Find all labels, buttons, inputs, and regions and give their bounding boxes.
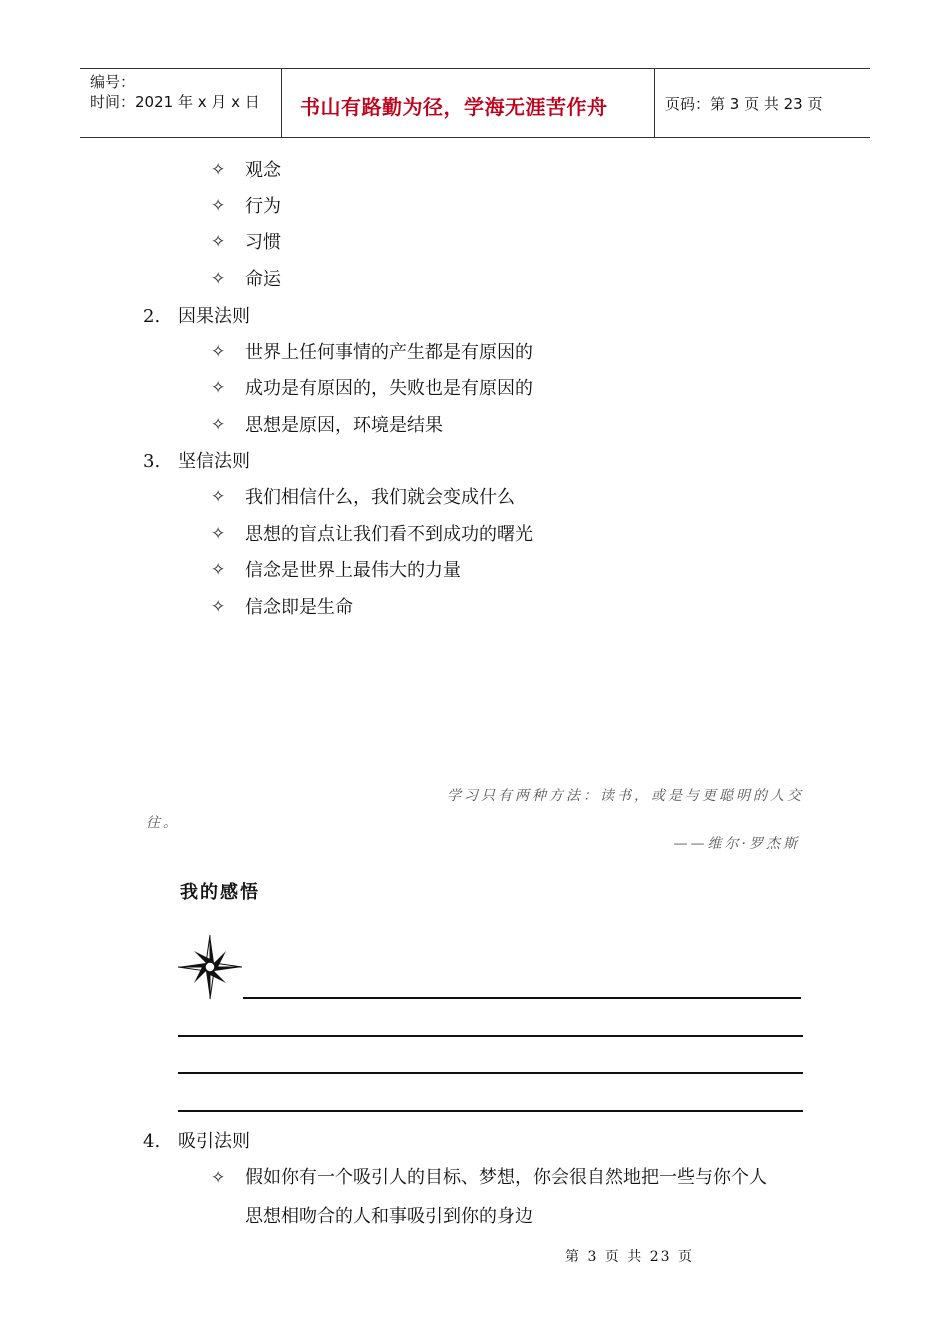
bullet-icon: ✧ (211, 160, 226, 180)
list-item: 思想是原因，环境是结果 (245, 415, 443, 436)
list-item: 命运 (245, 269, 281, 290)
bullet-icon: ✧ (211, 560, 226, 580)
quote-line-2: 往。 (146, 815, 180, 831)
bullet-icon: ✧ (211, 342, 226, 362)
writing-line (178, 1072, 803, 1074)
writing-line (178, 1035, 803, 1037)
doc-date-label: 时间：2021 年 x 月 x 日 (90, 93, 260, 111)
section-title: 坚信法则 (178, 451, 250, 472)
compass-star-icon (176, 933, 244, 1001)
page-footer: 第 3 页 共 23 页 (565, 1249, 694, 1265)
list-item: 思想的盲点让我们看不到成功的曙光 (245, 524, 533, 545)
list-item: 世界上任何事情的产生都是有原因的 (245, 342, 533, 363)
writing-line (178, 1110, 803, 1112)
quote-author: ——维尔·罗杰斯 (673, 836, 800, 852)
header-right-cell (655, 69, 870, 137)
quote-line-1: 学习只有两种方法：读书，或是与更聪明的人交 (447, 788, 804, 804)
section-number: 4. (143, 1131, 161, 1152)
header-motto-cell (281, 69, 655, 137)
bullet-icon: ✧ (211, 415, 226, 435)
page-header (80, 68, 870, 138)
bullet-icon: ✧ (211, 597, 226, 617)
list-item: 我们相信什么，我们就会变成什么 (245, 487, 515, 508)
section-title: 吸引法则 (178, 1131, 250, 1152)
doc-number-label: 编号： (90, 73, 136, 91)
list-item: 成功是有原因的，失败也是有原因的 (245, 378, 533, 399)
reflection-title: 我的感悟 (180, 882, 260, 903)
writing-line (243, 997, 801, 999)
list-item: 行为 (245, 196, 281, 217)
bullet-icon: ✧ (211, 524, 226, 544)
section-title: 因果法则 (178, 306, 250, 327)
section-number: 3. (143, 451, 161, 472)
bullet-icon: ✧ (211, 1168, 226, 1188)
header-motto: 书山有路勤为径，学海无涯苦作舟 (300, 95, 608, 119)
bullet-icon: ✧ (211, 196, 226, 216)
bullet-icon: ✧ (211, 378, 226, 398)
section-number: 2. (143, 306, 161, 327)
header-page-label: 页码：第 3 页 共 23 页 (665, 95, 823, 113)
list-item-line-2: 思想相吻合的人和事吸引到你的身边 (245, 1206, 533, 1227)
list-item: 信念即是生命 (245, 597, 353, 618)
bullet-icon: ✧ (211, 487, 226, 507)
list-item: 信念是世界上最伟大的力量 (245, 560, 461, 581)
bullet-icon: ✧ (211, 269, 226, 289)
bullet-icon: ✧ (211, 232, 226, 252)
header-left-cell (80, 69, 280, 137)
list-item-line-1: 假如你有一个吸引人的目标、梦想，你会很自然地把一些与你个人 (245, 1167, 767, 1188)
list-item: 习惯 (245, 232, 281, 253)
list-item: 观念 (245, 160, 281, 181)
